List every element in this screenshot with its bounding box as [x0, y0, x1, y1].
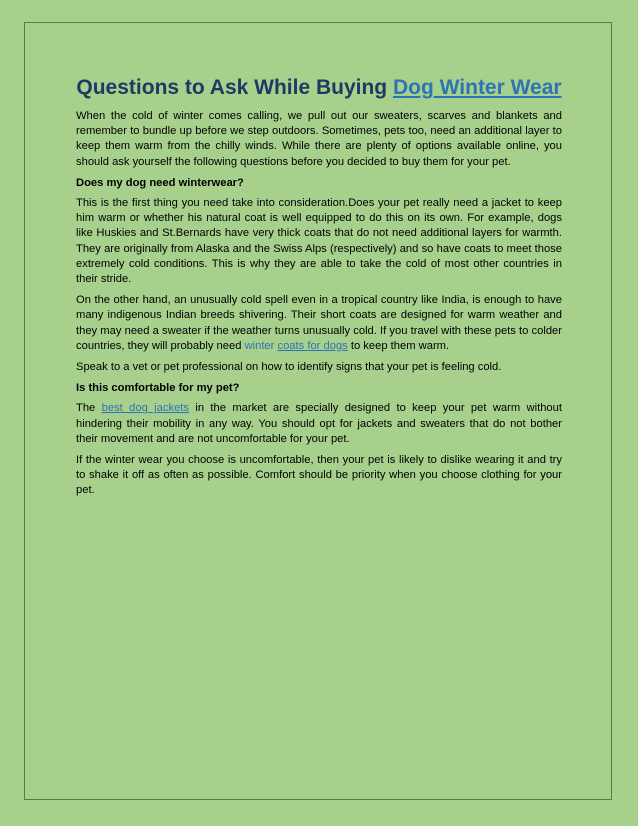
link-winter[interactable]: winter	[244, 339, 275, 352]
paragraph-best-jackets-end: in the market are specially designed to keep your pet warm without hindering their mobility in any way. You should opt for jackets and sweaters that do not bother their movement and are not uncomfortable for your pet.	[76, 402, 562, 445]
title-text: Questions to Ask While Buying	[76, 76, 393, 99]
paragraph-tropical	[76, 293, 562, 354]
link-best-dog-jackets[interactable]: best dog jackets	[101, 402, 189, 415]
page-title	[76, 74, 562, 101]
intro-paragraph: When the cold of winter comes calling, we pull out our sweaters, scarves and blankets and remember to bundle up before we step outdoors. Sometimes, pets too, need an additional layer to keep them warm from the chilly winds. While there are plenty of options available online, you should ask yourself the following questions before you decided to buy them for your pet.	[76, 110, 562, 168]
question-heading-winterwear: Does my dog need winterwear?	[76, 176, 244, 189]
paragraph-best-jackets-start: The	[76, 402, 102, 415]
paragraph-tropical-text: On the other hand, an unusually cold spell even in a tropical country like India, is enough to have many indigenous Indian breeds shivering. Their short coats are designed for warm weather and they may need a sweater if the weather turns unusually cold. If you travel with these pets to colder countries, they will probably need	[76, 294, 562, 352]
paragraph-best-jackets	[76, 401, 562, 447]
question-heading-comfortable: Is this comfortable for my pet?	[76, 382, 240, 395]
paragraph-comfort-priority: If the winter wear you choose is uncomfortable, then your pet is likely to dislike wearing it and try to shake it off as often as possible. Comfort should be priority when you choose clothing for your pet.	[76, 454, 562, 497]
paragraph-tropical-end: to keep them warm.	[347, 339, 450, 352]
paragraph-consideration: This is the first thing you need take into consideration.Does your pet really need a jacket to keep him warm or whether his natural coat is well equipped to do this on its own. For example, dogs like Huskies and St.Bernards have very thick coats that do not need additional layers for warmth. They are originally from Alaska and the Swiss Alps (respectively) and so have coats to meet those extremely cold conditions. This is why they are able to take the cold of most other countries in their stride.	[76, 197, 562, 286]
link-coats-for-dogs[interactable]: coats for dogs	[277, 339, 348, 352]
paragraph-vet-advice: Speak to a vet or pet professional on how to identify signs that your pet is feeling cold.	[76, 361, 502, 374]
document-body	[76, 74, 562, 505]
title-link-dog-winter-wear[interactable]: Dog Winter Wear	[392, 76, 562, 99]
